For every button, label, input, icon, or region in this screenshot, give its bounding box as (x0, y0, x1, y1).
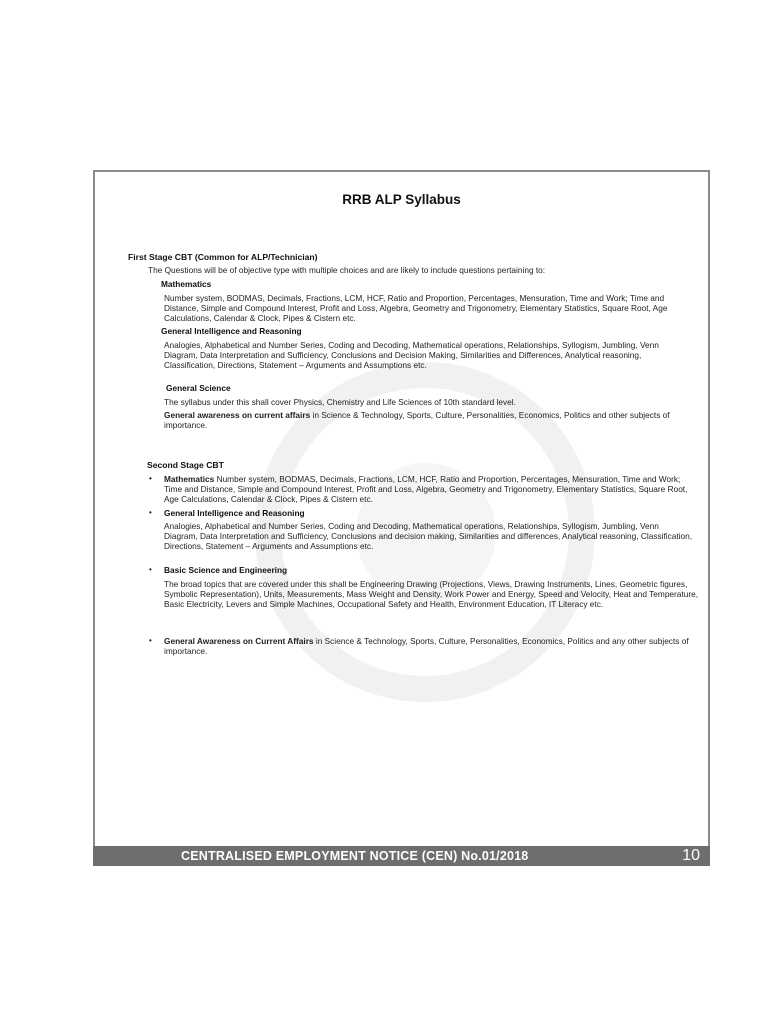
first-math-text: Number system, BODMAS, Decimals, Fractions, LCM, HCF, Ratio and Proportion, Percentages, Mensuration, Time and Work; Time and Distance, Simple and Compound Interest, Profit and Loss, Algebra, Geometry and Trigonometry, Elementary Statistics, Square Root, Age Calculations, Calendar & Clock, Pipes & Cistern etc. (164, 293, 668, 324)
document-page (93, 170, 710, 866)
footer-title: CENTRALISED EMPLOYMENT NOTICE (CEN) No.01/2018 (181, 849, 529, 863)
first-reasoning-heading: General Intelligence and Reasoning (161, 326, 302, 336)
second-reasoning-heading: General Intelligence and Reasoning (164, 508, 305, 518)
second-math-paragraph (164, 474, 694, 505)
second-math-heading: Mathematics (164, 474, 215, 484)
first-stage-intro: The Questions will be of objective type with multiple choices and are likely to include questions pertaining to: (148, 265, 546, 275)
page-footer (93, 846, 710, 866)
first-stage-heading: First Stage CBT (Common for ALP/Technician) (128, 252, 318, 262)
bullet-icon: • (149, 565, 152, 574)
page-title: RRB ALP Syllabus (342, 192, 461, 207)
second-awareness-heading: General Awareness on Current Affairs (164, 636, 314, 646)
first-awareness-text: in Science & Technology, Sports, Culture, Personalities, Economics, Politics and other subjects of importance. (164, 410, 670, 431)
second-stage-heading: Second Stage CBT (147, 460, 224, 470)
bullet-icon: • (149, 474, 152, 483)
first-awareness-paragraph (164, 410, 694, 430)
second-awareness-paragraph (164, 636, 699, 656)
page-number: 10 (682, 847, 700, 864)
second-reasoning-text: Analogies, Alphabetical and Number Series, Coding and Decoding, Mathematical operations, Relationships, Syllogism, Jumbling, Venn Diagram, Data Interpretation and Sufficiency, Conclusions and decision making, Similarities and differences, Analytical reasoning, Classification, Directions, Statement – Arguments and Assumptions etc. (164, 521, 693, 552)
bullet-icon: • (149, 636, 152, 645)
first-awareness-heading: General awareness on current affairs (164, 410, 311, 420)
first-science-text: The syllabus under this shall cover Physics, Chemistry and Life Sciences of 10th standard level. (164, 397, 516, 407)
second-math-text: Number system, BODMAS, Decimals, Fractions, LCM, HCF, Ratio and Proportion, Percentages, Mensuration, Time and Work; Time and Distance, Simple and Compound Interest, Profit and Loss, Algebra, Geometry and Trigonometry, Elementary Statistics, Square Root, Age Calculations, Calendar & Clock, Pipes & Cistern etc. (164, 474, 688, 505)
second-engineering-text: The broad topics that are covered under this shall be Engineering Drawing (Projections, Views, Drawing Instruments, Lines, Geometric figures, Symbolic Representation), Units, Measurements, Mass Weight and Density, Work Power and Energy, Speed and Velocity, Heat and Temperature, Basic Electricity, Levers and Simple Machines, Occupational Safety and Health, Environment Education, IT Literacy etc. (164, 579, 699, 610)
bullet-icon: • (149, 508, 152, 517)
second-engineering-heading: Basic Science and Engineering (164, 565, 288, 575)
first-science-heading: General Science (166, 383, 231, 393)
second-awareness-text: in Science & Technology, Sports, Culture, Personalities, Economics, Politics and any other subjects of importance. (164, 636, 689, 657)
first-math-heading: Mathematics (161, 279, 212, 289)
first-reasoning-text: Analogies, Alphabetical and Number Series, Coding and Decoding, Mathematical operations, Relationships, Syllogism, Jumbling, Venn Diagram, Data Interpretation and Sufficiency, Conclusions and Decision Making, Similarities and Differences, Analytical reasoning, Classification, Directions, Statement – Arguments and Assumptions etc. (164, 340, 659, 371)
